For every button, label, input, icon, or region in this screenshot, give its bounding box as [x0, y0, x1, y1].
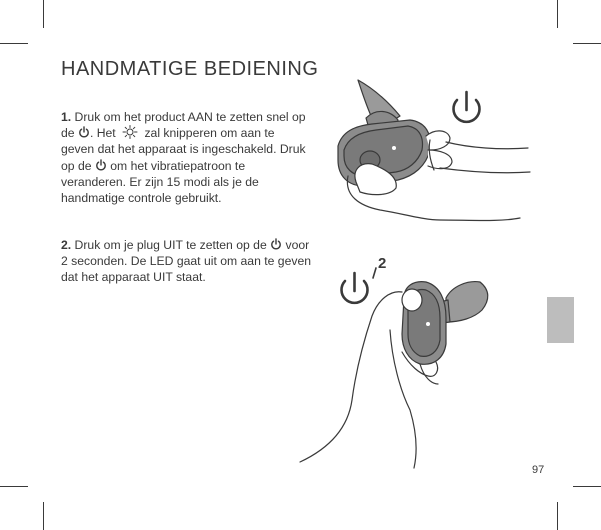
press-count-label: 2	[378, 255, 387, 272]
page-tab-marker	[547, 297, 574, 343]
hand-with-remote-illustration	[338, 80, 530, 221]
hand-pressing-remote-illustration	[300, 282, 488, 468]
thumb	[402, 289, 422, 311]
step-2-text: 2. Druk om je plug UIT te zetten op de voor 2 seconden. De LED gaat uit om aan te geven dat het apparaat UIT staat.	[61, 238, 312, 285]
power-icon	[342, 273, 368, 303]
plug-tip	[446, 282, 488, 322]
power-icon	[454, 92, 480, 122]
page-title: HANDMATIGE BEDIENING	[61, 58, 319, 80]
hand-outline	[300, 292, 402, 462]
step-2-number: 2.	[61, 238, 72, 252]
page-number: 97	[532, 464, 545, 476]
step-1-number: 1.	[61, 110, 72, 124]
step-1-text: 1. Druk om het product AAN te zetten snel op de . Het zal knipperen om aan te geven dat het apparaat is ingeschakeld. Druk op de om het vibratiepatroon te veranderen. Er zijn 15 modi als je de handmatige controle gebruikt.	[61, 110, 306, 206]
